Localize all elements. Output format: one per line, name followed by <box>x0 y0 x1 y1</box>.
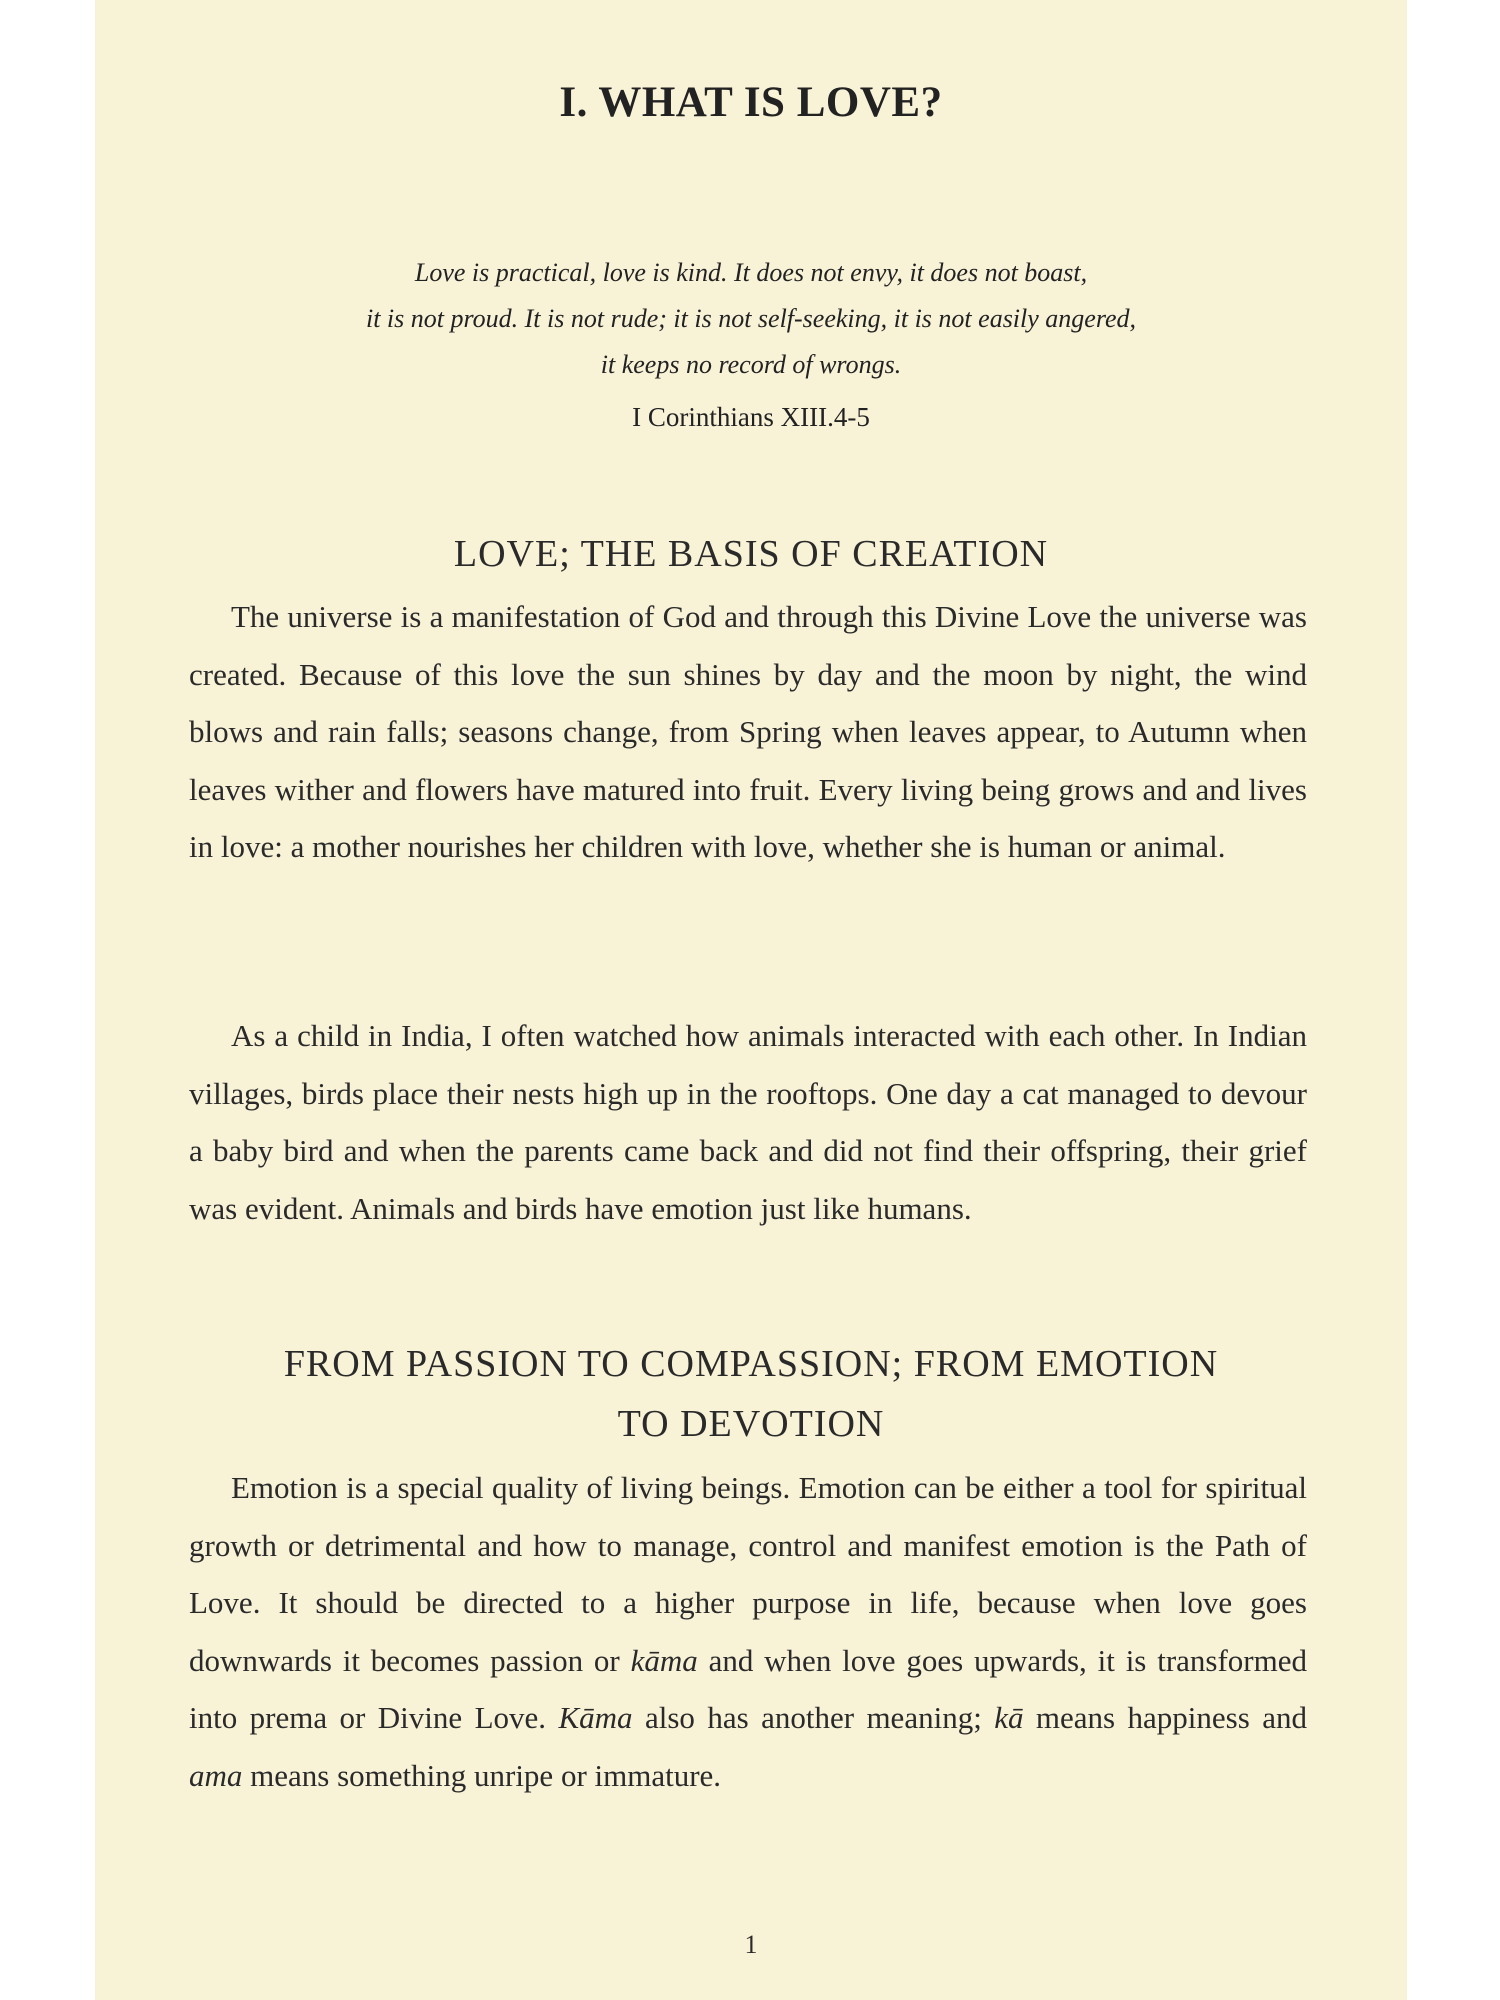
text-run: means something unripe or immature. <box>242 1757 722 1793</box>
sanskrit-term: Kāma <box>558 1700 633 1735</box>
sanskrit-term: ama <box>189 1757 243 1793</box>
body-paragraph <box>189 1459 1307 1804</box>
sanskrit-term: kā <box>994 1700 1024 1735</box>
epigraph-quote <box>195 250 1307 388</box>
text-run: Emotion is a special quality of living beings. Emotion can be either a tool for spiritual growth or detrimental and how to manage, control and manifest emotion is the Path of Love. It should be directed to a higher purpose in life, because when love goes downwards it becomes passion or <box>189 1470 1307 1678</box>
text-run: and when love goes upwards, it is transformed into prema or Divine Love. <box>189 1642 1307 1735</box>
epigraph-line: Love is practical, love is kind. It does not envy, it does not boast, <box>414 258 1088 287</box>
text-run: means happiness and <box>1023 1700 1307 1735</box>
epigraph-line: it keeps no record of wrongs. <box>600 350 902 379</box>
page-number: 1 <box>744 1930 758 1959</box>
body-paragraph: As a child in India, I often watched how animals interacted with each other. In Indian villages, birds place their nests high up in the rooftops. One day a cat managed to devour a baby bird and when the parents came back and did not find their offspring, their grief was evident. Animals and birds have emotion just like humans. <box>189 1018 1307 1226</box>
epigraph-line: it is not proud. It is not rude; it is not self-seeking, it is not easily angered, <box>365 304 1137 333</box>
section-heading-passion <box>155 1334 1347 1454</box>
sanskrit-term: kāma <box>630 1642 698 1678</box>
epigraph-source: I Corinthians XIII.4-5 <box>632 402 870 432</box>
book-page <box>95 0 1407 2000</box>
heading-line: TO DEVOTION <box>617 1403 885 1445</box>
body-paragraph: The universe is a manifestation of God and through this Divine Love the universe was created. Because of this love the sun shines by day and the moon by night, the wind blows and rain falls; seasons change, from Spring when leaves appear, to Autumn when leaves wither and flowers have matured into fruit. Every living being grows and and lives in love: a mother nourishes her children with love, whether she is human or animal. <box>189 599 1307 864</box>
chapter-title: I. WHAT IS LOVE? <box>559 79 943 126</box>
section-heading-creation: LOVE; THE BASIS OF CREATION <box>453 533 1049 575</box>
text-run: also has another meaning; <box>632 1700 995 1735</box>
heading-line: FROM PASSION TO COMPASSION; FROM EMOTION <box>283 1343 1219 1385</box>
